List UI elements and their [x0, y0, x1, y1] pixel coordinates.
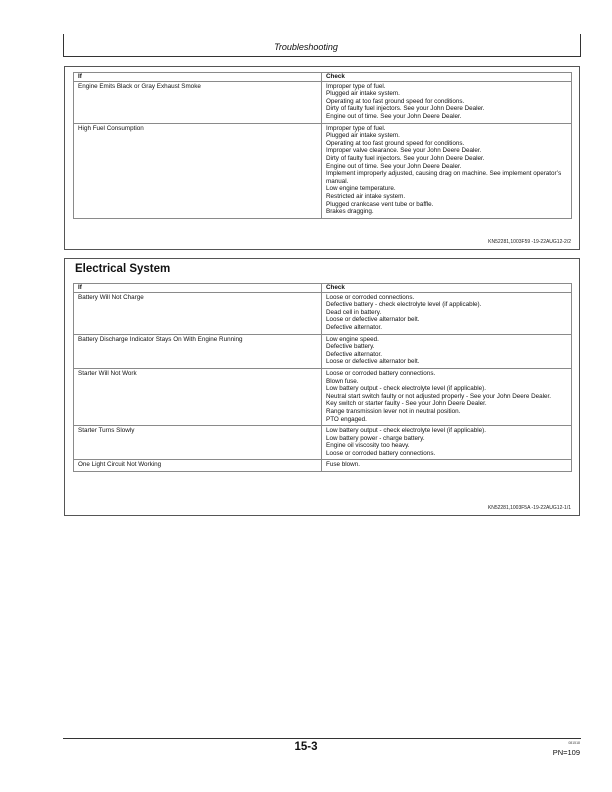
col-header-if: If [74, 73, 322, 82]
page-header: Troubleshooting [274, 42, 338, 52]
condition-cell: Engine Emits Black or Gray Exhaust Smoke [74, 81, 322, 123]
page-number: 15-3 [294, 741, 318, 753]
table-row [74, 334, 572, 368]
check-cell [322, 123, 572, 218]
check-item: Loose or defective alternator belt. [326, 358, 420, 366]
check-item: Low battery output - check electrolyte level (if applicable). [326, 427, 486, 435]
check-item: Dirty of faulty fuel injectors. See your John Deere Dealer. [326, 105, 485, 113]
check-cell [322, 368, 572, 425]
electrical-system-block [64, 258, 580, 516]
footer-rule [63, 738, 581, 739]
check-item: Loose or corroded battery connections. [326, 449, 436, 457]
check-cell [322, 292, 572, 334]
col-header-check: Check [322, 284, 572, 293]
check-item: Plugged air intake system. [326, 90, 400, 98]
check-item: Restricted air intake system. [326, 192, 406, 200]
check-item: Improper type of fuel. [326, 82, 386, 90]
engine-troubleshooting-table [73, 72, 572, 219]
check-item: Neutral start switch faulty or not adjusted properly - See your John Deere Dealer. [326, 392, 552, 400]
condition-cell: Starter Turns Slowly [74, 426, 322, 460]
table-row [74, 81, 572, 123]
condition-cell: Battery Discharge Indicator Stays On With Engine Running [74, 334, 322, 368]
check-item: PTO engaged. [326, 415, 367, 423]
check-item: Engine out of time. See your John Deere Dealer. [326, 162, 462, 170]
header-rule [63, 56, 581, 57]
check-item: Dirty of faulty fuel injectors. See your John Deere Dealer. [326, 154, 485, 162]
check-item: Dead cell in battery. [326, 308, 382, 316]
check-item: Defective battery. [326, 343, 375, 351]
check-item: Operating at too fast ground speed for conditions. [326, 139, 465, 147]
col-header-check: Check [322, 73, 572, 82]
check-item: Defective alternator. [326, 323, 383, 331]
check-item: Low battery power - charge battery. [326, 434, 425, 442]
footer-code: 081518 [568, 741, 580, 745]
check-item: Loose or corroded connections. [326, 293, 415, 301]
check-item: Key switch or starter faulty - See your John Deere Dealer. [326, 400, 487, 408]
condition-cell: One Light Circuit Not Working [74, 460, 322, 472]
table-row [74, 123, 572, 218]
check-item: Fuse blown. [326, 461, 360, 469]
document-id: KN52281,1003F59 -19-22AUG12-2/2 [488, 239, 571, 245]
check-item: Defective alternator. [326, 350, 383, 358]
condition-cell: Battery Will Not Charge [74, 292, 322, 334]
check-item: Improper type of fuel. [326, 124, 386, 132]
table-row [74, 292, 572, 334]
check-item: Loose or corroded battery connections. [326, 369, 436, 377]
condition-cell: Starter Will Not Work [74, 368, 322, 425]
electrical-troubleshooting-table [73, 283, 572, 472]
condition-cell: High Fuel Consumption [74, 123, 322, 218]
check-cell [322, 81, 572, 123]
footer-pn: PN=109 [552, 748, 580, 757]
check-item: Implement improperly adjusted, causing drag on machine. See implement operator’s manual. [326, 170, 562, 185]
table-row [74, 426, 572, 460]
document-id: KN52281,1003F5A -19-22AUG12-1/1 [487, 505, 571, 511]
check-item: Blown fuse. [326, 377, 359, 385]
check-item: Loose or defective alternator belt. [326, 316, 420, 324]
check-cell [322, 334, 572, 368]
check-item: Operating at too fast ground speed for conditions. [326, 97, 465, 105]
check-item: Engine oil viscosity too heavy. [326, 442, 410, 450]
check-item: Low engine speed. [326, 335, 379, 343]
check-item: Brakes dragging. [326, 208, 374, 216]
check-item: Improper valve clearance. See your John Deere Dealer. [326, 147, 482, 155]
table-header-row [74, 284, 572, 293]
check-item: Low battery output - check electrolyte level (if applicable). [326, 385, 486, 393]
check-cell [322, 460, 572, 472]
check-item: Plugged air intake system. [326, 132, 400, 140]
table-row [74, 460, 572, 472]
check-item: Defective battery - check electrolyte level (if applicable). [326, 301, 482, 309]
table-row [74, 368, 572, 425]
engine-troubleshooting-block [64, 66, 580, 250]
check-item: Low engine temperature. [326, 185, 396, 193]
check-item: Engine out of time. See your John Deere Dealer. [326, 112, 462, 120]
section-title: Electrical System [75, 263, 171, 275]
table-header-row [74, 73, 572, 82]
check-cell [322, 426, 572, 460]
check-item: Plugged crankcase vent tube or baffle. [326, 200, 434, 208]
check-item: Range transmission lever not in neutral position. [326, 407, 461, 415]
col-header-if: If [74, 284, 322, 293]
